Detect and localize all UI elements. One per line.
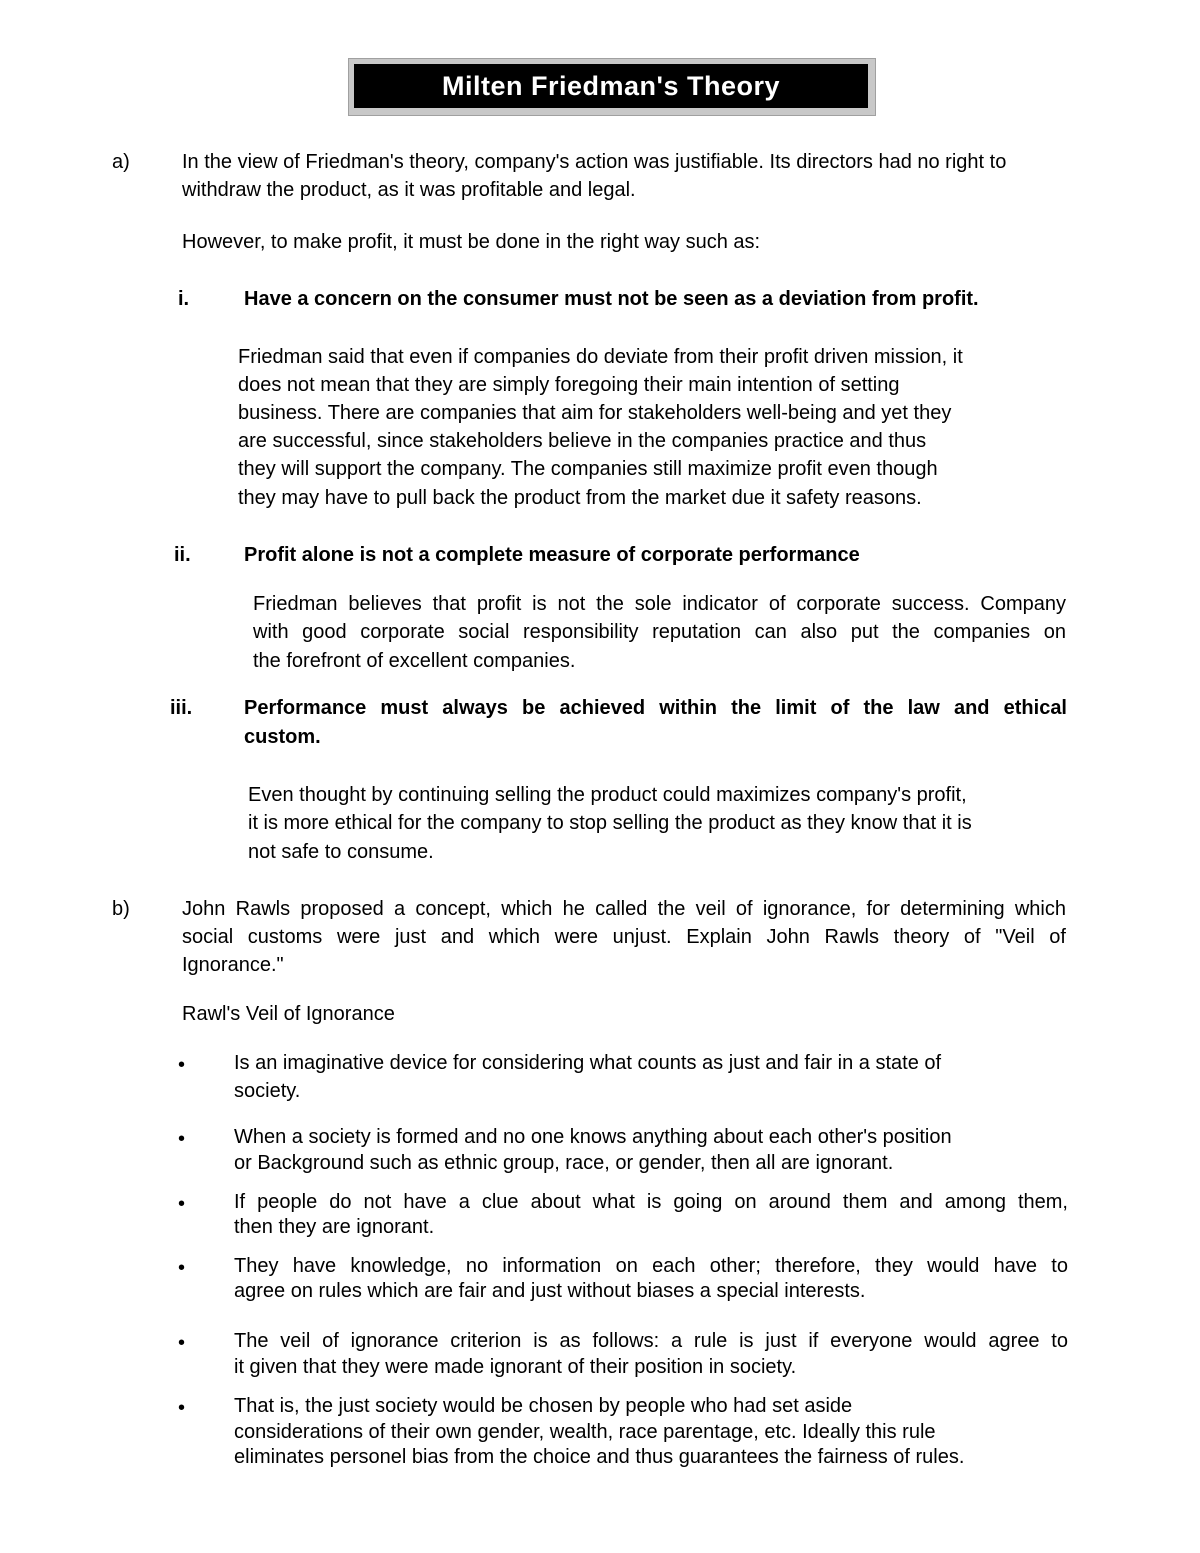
part-a-however: However, to make profit, it must be done in the right way such as: — [182, 231, 761, 253]
bullet-icon: • — [178, 1054, 186, 1076]
bullet-icon: • — [178, 1397, 186, 1419]
paragraph-line: Even thought by continuing selling the product could maximizes company's profit, — [248, 784, 967, 806]
bullet-line: Is an imaginative device for considering what counts as just and fair in a state of — [234, 1052, 942, 1074]
paragraph-line: Friedman believes that profit is not the sole indicator of corporate success. Company — [253, 593, 1066, 615]
part-a-intro-line: withdraw the product, as it was profitable and legal. — [182, 179, 636, 201]
bullet-line: That is, the just society would be chosen by people who had set aside — [234, 1395, 853, 1417]
paragraph-line: business. There are companies that aim for stakeholders well-being and yet they — [238, 402, 952, 424]
bullet-line: then they are ignorant. — [234, 1216, 435, 1238]
point-numeral: iii. — [170, 697, 193, 719]
bullet-line: considerations of their own gender, wealth, race parentage, etc. Ideally this rule — [234, 1421, 936, 1443]
part-b-question-line: social customs were just and which were unjust. Explain John Rawls theory of "Veil of — [182, 926, 1066, 948]
point-numeral: ii. — [174, 544, 191, 566]
part-b-label: b) — [112, 898, 130, 920]
paragraph-line: it is more ethical for the company to stop selling the product as they know that it is — [248, 812, 972, 834]
point-numeral: i. — [178, 288, 190, 310]
bullet-line: or Background such as ethnic group, race, or gender, then all are ignorant. — [234, 1152, 894, 1174]
bullet-icon: • — [178, 1193, 186, 1215]
point-heading: Profit alone is not a complete measure of corporate performance — [244, 544, 860, 566]
paragraph-line: they may have to pull back the product from the market due it safety reasons. — [238, 487, 922, 509]
bullet-line: When a society is formed and no one knows anything about each other's position — [234, 1126, 952, 1148]
paragraph-line: not safe to consume. — [248, 841, 434, 863]
title-banner — [348, 58, 876, 116]
paragraph-line: Friedman said that even if companies do deviate from their profit driven mission, it — [238, 346, 963, 368]
bullet-line: eliminates personel bias from the choice and thus guarantees the fairness of rules. — [234, 1446, 965, 1468]
bullet-line: society. — [234, 1080, 301, 1102]
part-a-label: a) — [112, 151, 130, 173]
part-a-intro-line: In the view of Friedman's theory, company's action was justifiable. Its directors had no right to — [182, 151, 1007, 173]
paragraph-line: does not mean that they are simply foregoing their main intention of setting — [238, 374, 900, 396]
bullet-line: The veil of ignorance criterion is as follows: a rule is just if everyone would agree to — [234, 1330, 1068, 1352]
bullet-icon: • — [178, 1332, 186, 1354]
point-heading: Performance must always be achieved within the limit of the law and ethical — [244, 697, 1067, 719]
bullet-icon: • — [178, 1128, 186, 1150]
part-b-question-line: Ignorance." — [182, 954, 284, 976]
point-heading: custom. — [244, 726, 321, 748]
part-b-subheading: Rawl's Veil of Ignorance — [182, 1003, 395, 1025]
bullet-line: They have knowledge, no information on each other; therefore, they would have to — [234, 1255, 1068, 1277]
bullet-line: If people do not have a clue about what is going on around them and among them, — [234, 1191, 1068, 1213]
paragraph-line: with good corporate social responsibility reputation can also put the companies on — [253, 621, 1066, 643]
paragraph-line: are successful, since stakeholders believe in the companies practice and thus — [238, 430, 927, 452]
paragraph-line: they will support the company. The companies still maximize profit even though — [238, 458, 938, 480]
bullet-line: it given that they were made ignorant of their position in society. — [234, 1356, 797, 1378]
part-b-question-line: John Rawls proposed a concept, which he called the veil of ignorance, for determining which — [182, 898, 1066, 920]
point-heading: Have a concern on the consumer must not be seen as a deviation from profit. — [244, 288, 979, 310]
bullet-line: agree on rules which are fair and just without biases a special interests. — [234, 1280, 866, 1302]
page-title: Milten Friedman's Theory — [354, 64, 868, 108]
bullet-icon: • — [178, 1257, 186, 1279]
paragraph-line: the forefront of excellent companies. — [253, 650, 576, 672]
